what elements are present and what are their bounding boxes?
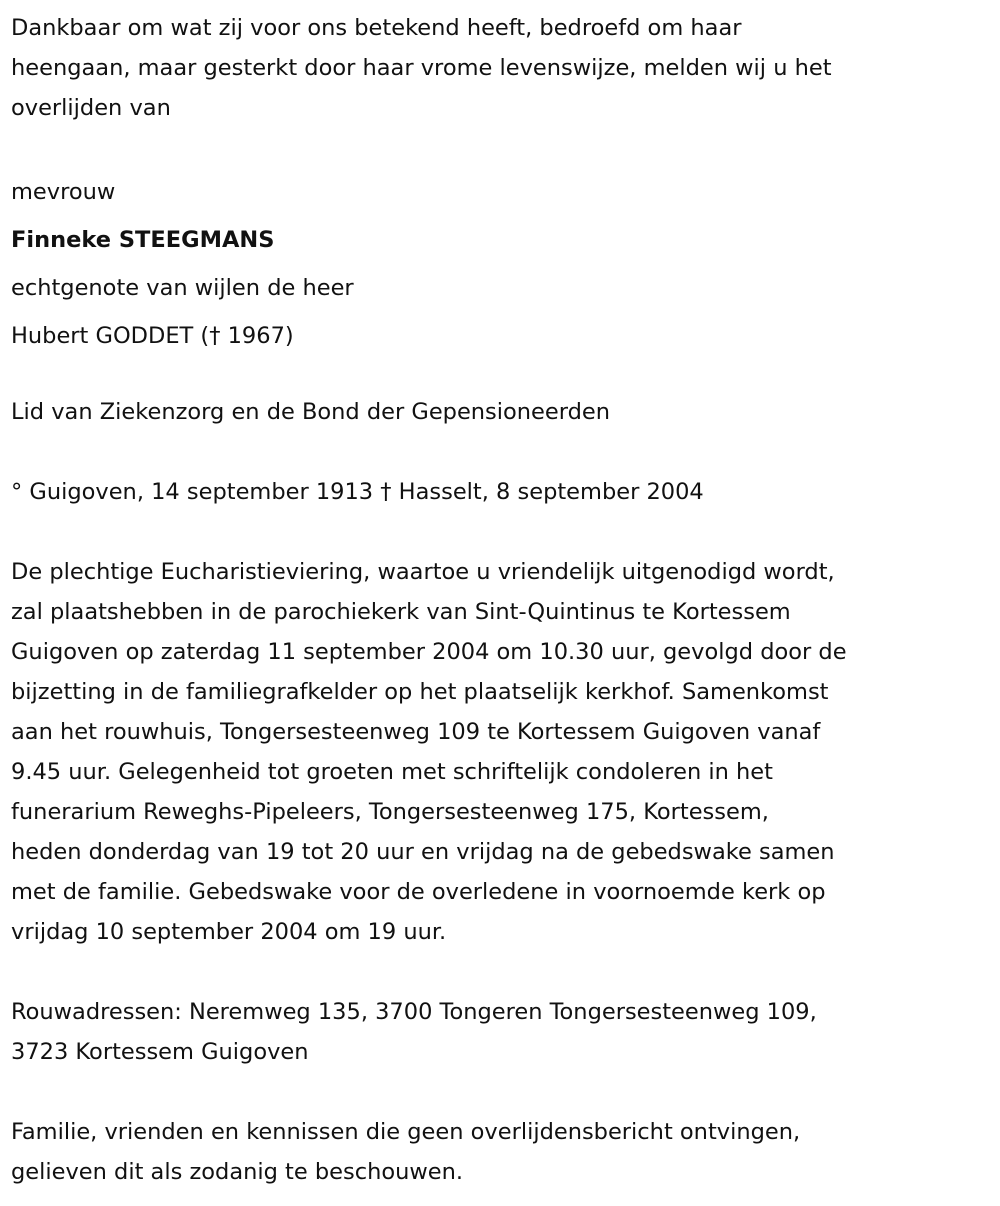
text-line: heden donderdag van 19 tot 20 uur en vrijdag na de gebedswake samen [11,839,835,865]
spouse-name: Hubert GODDET († 1967) [11,323,294,349]
ceremony-paragraph [11,552,1000,952]
spouse-label: echtgenote van wijlen de heer [11,275,354,301]
text-line: overlijden van [11,95,171,121]
deceased-name: Finneke STEEGMANS [11,227,275,253]
intro-paragraph [11,8,1000,128]
text-line: gelieven dit als zodanig te beschouwen. [11,1159,464,1185]
text-line: aan het rouwhuis, Tongersesteenweg 109 te Kortessem Guigoven vanaf [11,719,821,745]
text-line: Guigoven op zaterdag 11 september 2004 om 10.30 uur, gevolgd door de [11,639,847,665]
text-line: Familie, vrienden en kennissen die geen overlijdensbericht ontvingen, [11,1119,801,1145]
membership: Lid van Ziekenzorg en de Bond der Gepensioneerden [11,399,610,425]
closing-paragraph [11,1112,1000,1192]
text-line: 9.45 uur. Gelegenheid tot groeten met schriftelijk condoleren in het [11,759,773,785]
text-line: 3723 Kortessem Guigoven [11,1039,309,1065]
text-line: Rouwadressen: Neremweg 135, 3700 Tongeren Tongersesteenweg 109, [11,999,817,1025]
addresses-paragraph [11,992,1000,1072]
text-line: vrijdag 10 september 2004 om 19 uur. [11,919,447,945]
text-line: funerarium Reweghs-Pipeleers, Tongersesteenweg 175, Kortessem, [11,799,769,825]
text-line: heengaan, maar gesterkt door haar vrome levenswijze, melden wij u het [11,55,832,81]
text-line: bijzetting in de familiegrafkelder op het plaatselijk kerkhof. Samenkomst [11,679,829,705]
text-line: De plechtige Eucharistieviering, waartoe u vriendelijk uitgenodigd wordt, [11,559,835,585]
birth-death-dates: ° Guigoven, 14 september 1913 † Hasselt, 8 september 2004 [11,479,704,505]
text-line: zal plaatshebben in de parochiekerk van Sint-Quintinus te Kortessem [11,599,791,625]
title: mevrouw [11,179,116,205]
text-line: Dankbaar om wat zij voor ons betekend heeft, bedroefd om haar [11,15,742,41]
text-line: met de familie. Gebedswake voor de overledene in voornoemde kerk op [11,879,826,905]
